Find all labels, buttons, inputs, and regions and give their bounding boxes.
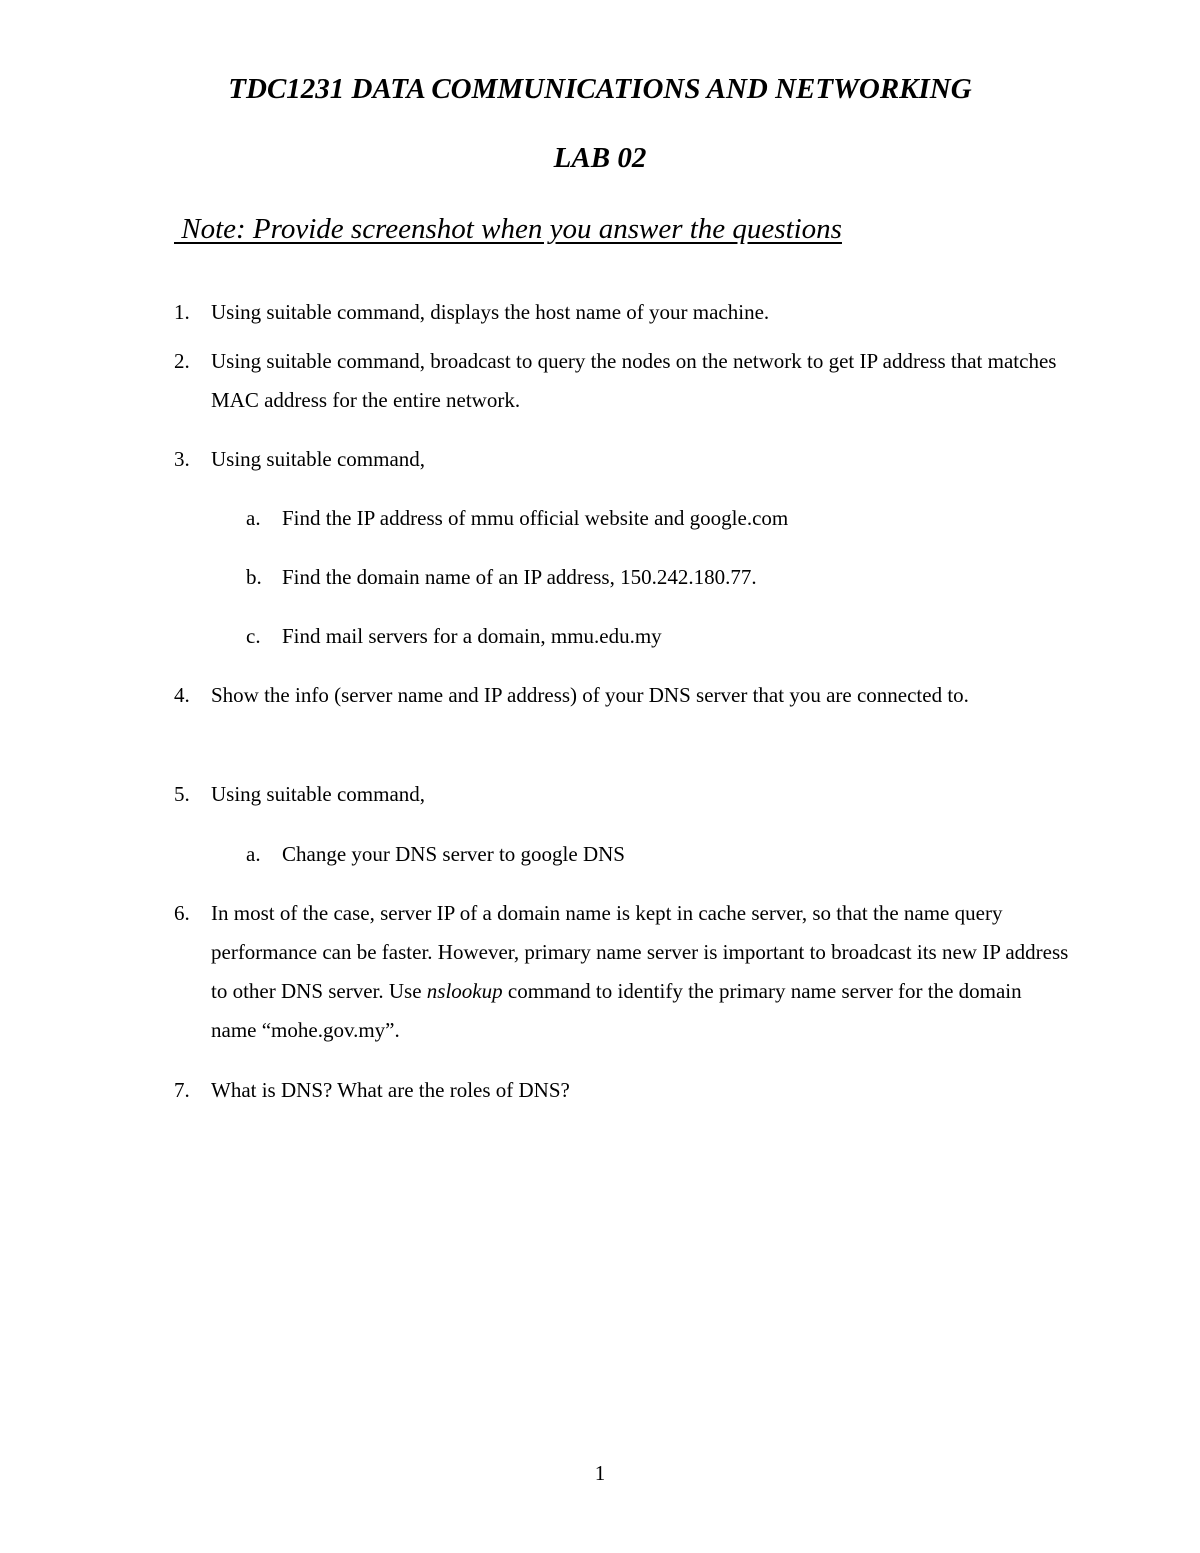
sub-question-letter: a. [246, 842, 261, 866]
question-text: Show the info (server name and IP address) of your DNS server that you are connected to. [211, 683, 969, 707]
question-number: 4. [174, 683, 190, 707]
sub-question-text: Find the IP address of mmu official website and google.com [282, 506, 789, 530]
sub-question-letter: a. [246, 506, 261, 530]
question-number: 7. [174, 1078, 190, 1102]
question-text [211, 894, 1071, 1050]
question-number: 6. [174, 901, 190, 925]
note-line: Note: Provide screenshot when you answer the questions [174, 213, 842, 245]
question-text: Using suitable command, [211, 782, 426, 806]
question-number: 1. [174, 300, 190, 324]
lab-number: LAB 02 [553, 142, 647, 174]
sub-question-text: Find mail servers for a domain, mmu.edu.my [282, 624, 662, 648]
question-text: Using suitable command, broadcast to query the nodes on the network to get IP address that matches MAC address for the entire network. [211, 349, 1057, 412]
sub-question-letter: b. [246, 565, 262, 589]
sub-question-letter: c. [246, 624, 261, 648]
question-number: 2. [174, 349, 190, 373]
command-name: nslookup [426, 979, 503, 1003]
document-title: TDC1231 DATA COMMUNICATIONS AND NETWORKING [228, 73, 972, 105]
question-number: 5. [174, 782, 190, 806]
question-text: Using suitable command, displays the host name of your machine. [211, 300, 770, 324]
question-number: 3. [174, 447, 190, 471]
question-text-part: In most of the case, server IP of a domain name is kept in cache server, so that the name query performance can be faster. However, primary name server is important to broadcast its new IP address to other DNS server. Use [211, 901, 1069, 1003]
sub-question-text: Find the domain name of an IP address, 150.242.180.77. [282, 565, 757, 589]
question-text: Using suitable command, [211, 447, 426, 471]
sub-question-text: Change your DNS server to google DNS [282, 842, 625, 866]
question-text-part: command to identify the primary name server for the domain name “mohe.gov.my”. [211, 979, 1022, 1042]
page-number: 1 [594, 1461, 606, 1485]
question-text: What is DNS? What are the roles of DNS? [211, 1078, 570, 1102]
